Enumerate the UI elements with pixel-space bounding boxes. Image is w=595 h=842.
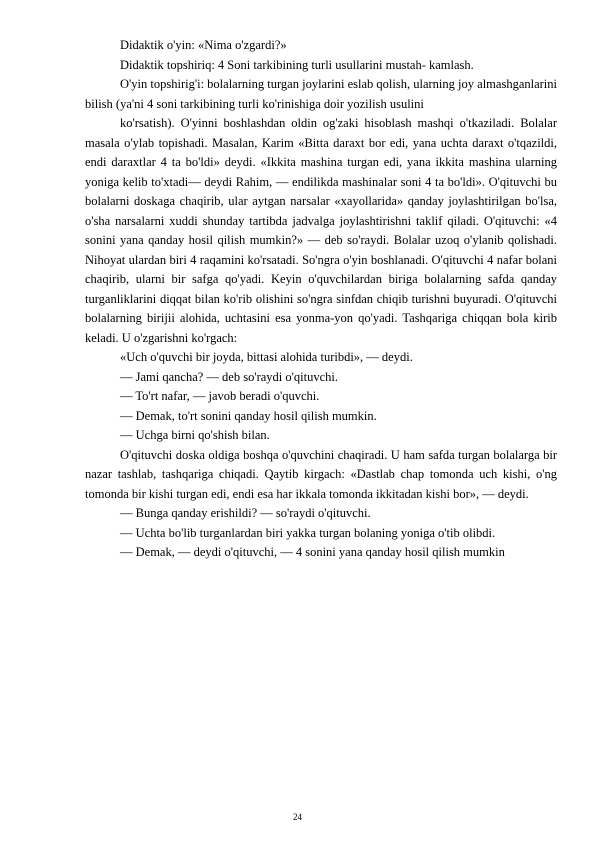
dialogue-line: — To'rt nafar, — javob beradi o'quvchi. (120, 389, 320, 403)
didactic-task: Didaktik topshiriq: 4 Soni tarkibining turli usullarini mustah- kamlash. (120, 57, 474, 72)
second-paragraph: O'qituvchi doska oldiga boshqa o'quvchini chaqiradi. U ham safda turgan bolalarga bir nazar tashlab, tashqariga chiqadi. Qaytib kirgach: «Dastlab chap tomonda uch kishi, o'ng tomonda bir kishi turgan edi, endi esa har ikkala tomonda ikkitadan kishi bor», — deydi. (85, 447, 557, 501)
game-title: Didaktik o'yin: «Nima o'zgardi?» (120, 38, 287, 52)
dialogue-line: «Uch o'quvchi bir joyda, bittasi alohida turibdi», — deydi. (120, 350, 413, 364)
dialogue-line: — Bunga qanday erishildi? — so'raydi o'qituvchi. (120, 506, 371, 520)
dialogue-line: — Uchta bo'lib turganlardan biri yakka turgan bolaning yoniga o'tib olibdi. (120, 525, 496, 540)
dialogue-line: — Uchga birni qo'shish bilan. (120, 428, 270, 442)
dialogue-line: — Demak, — deydi o'qituvchi, — 4 sonini yana qanday hosil qilish mumkin (120, 545, 505, 559)
dialogue-line: — Demak, to'rt sonini qanday hosil qilish mumkin. (120, 408, 377, 423)
page-body (85, 36, 557, 563)
main-paragraph: ko'rsatish). O'yinni boshlashdan oldin og'zaki hisoblash mashqi o'tkaziladi. Bolalar masala o'ylab topishadi. Masalan, Karim «Bitta daraxt bor edi, yana uchta daraxt o'tqazildi, endi daraxtlar 4 ta bo'ldi» deydi. «Ikkita mashina turgan edi, yana ikkita mashina ularning yoniga kelib to'xtadi— deydi Rahim, — endilikda mashinalar soni 4 ta bo'ldi». O'qituvchi bu bolalarni doskaga chaqirib, ular aytgan narsalar «xayollarida» qanday joylashtirilgan bo'lsa, o'sha narsalarni xuddi shunday tartibda jadvalga joylashtirishni taklif qiladi. O'qituvchi: «4 sonini yana qanday hosil qilish mumkin?» — deb so'raydi. Bolalar uzoq o'ylanib qolishadi. Nihoyat ulardan biri 4 raqamini ko'rsatadi. So'ngra o'yin boshlanadi. O'qituvchi 4 nafar bolani chaqirib, ularni bir safga qo'yadi. Keyin o'quvchilardan biriga bolalarning safda qanday turganliklarini diqqat bilan ko'rib olishini so'ngra sinfdan chiqib turishni buyuradi. O'qituvchi bolalarning birijii alohida, uchtasini esa yonma-yon qo'yadi. Tashqariga chiqqan bola kirib keladi. U o'zgarishni ko'rgach: (85, 116, 557, 345)
game-task: O'yin topshirig'i: bolalarning turgan joylarini eslab qolish, ularning joy almashganlarini bilish (ya'ni 4 soni tarkibining turli ko'rinishiga doir yozilish usulini (85, 77, 557, 111)
dialogue-line: — Jami qancha? — deb so'raydi o'qituvchi. (120, 369, 338, 384)
page-number: 24 (293, 812, 302, 822)
